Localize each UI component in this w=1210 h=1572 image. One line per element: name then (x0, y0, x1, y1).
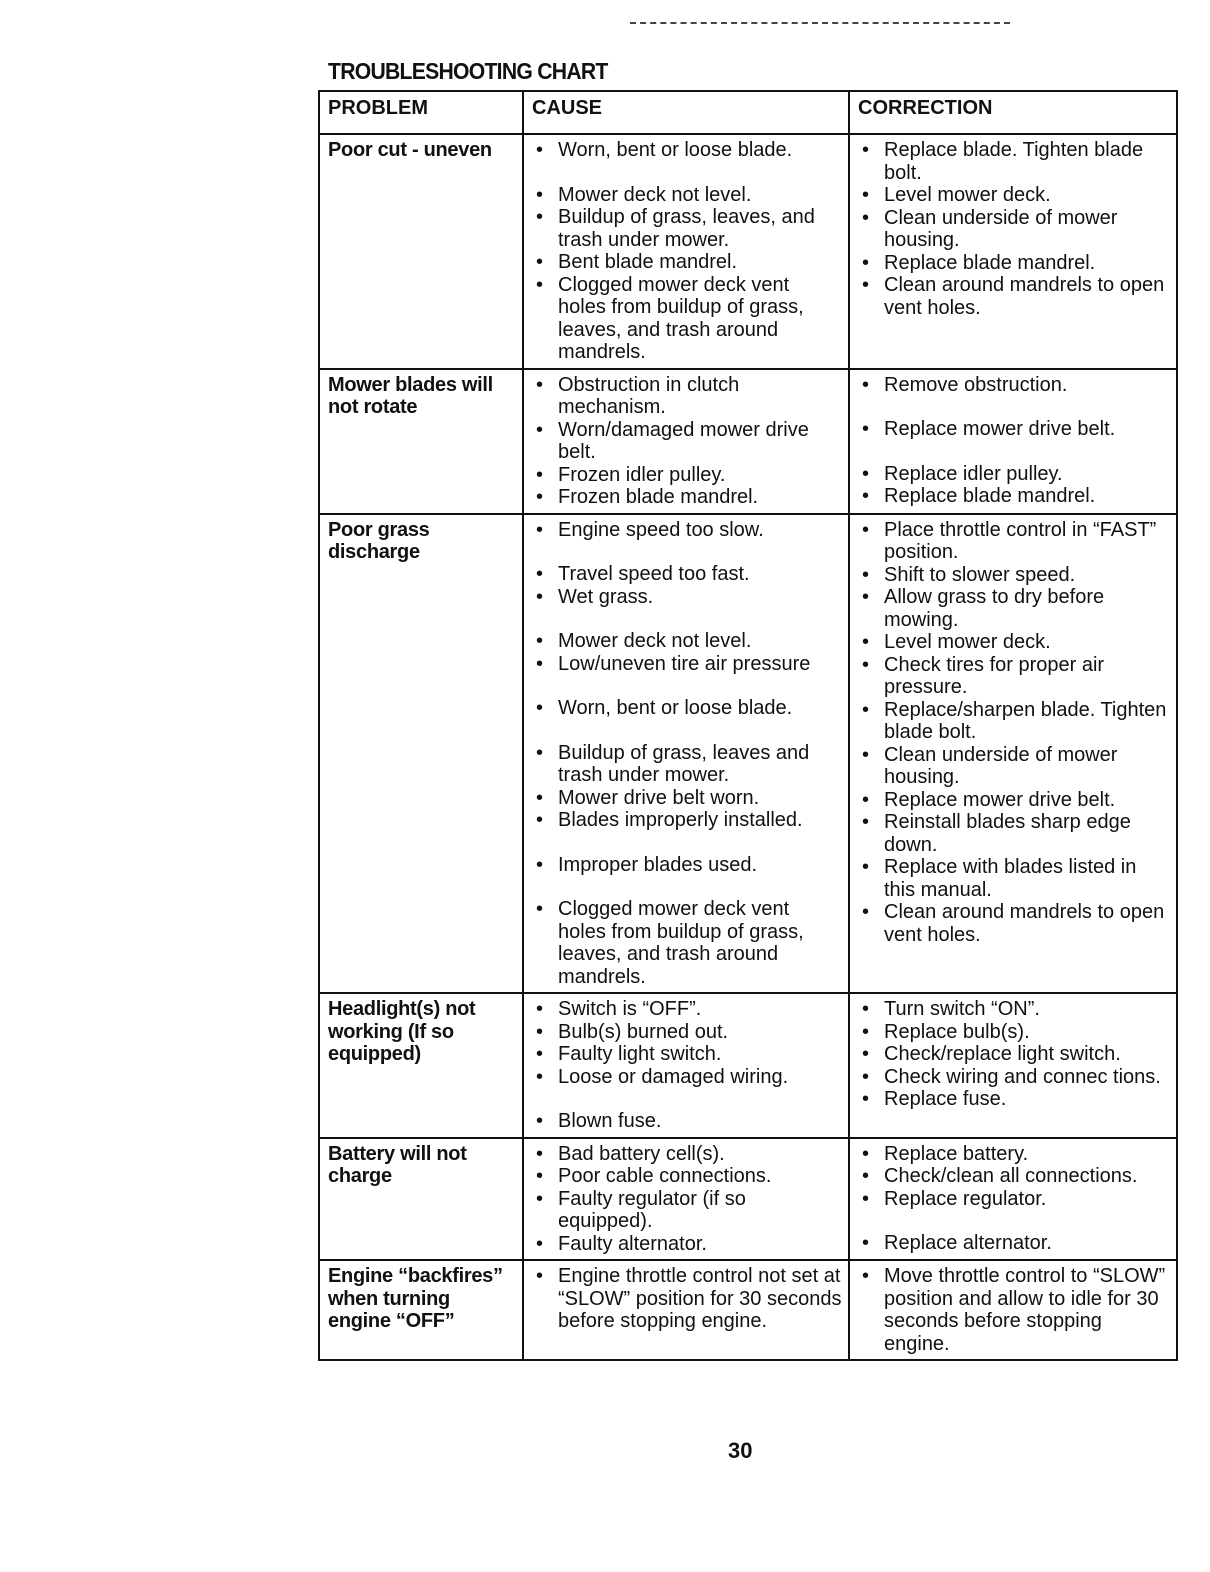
correction-item: • Replace blade mandrel. (858, 252, 1170, 275)
cause-item: • Buildup of grass, leaves, and trash under mower. (532, 206, 842, 251)
correction-item: • Place throttle control in “FAST” position. (858, 519, 1170, 564)
correction-cell (849, 369, 1177, 514)
correction-item: • Replace mower drive belt. (858, 789, 1170, 812)
table-row (319, 993, 1177, 1138)
chart-title: TROUBLESHOOTING CHART (328, 58, 608, 84)
header-correction: CORRECTION (849, 91, 1177, 134)
troubleshooting-table (318, 90, 1178, 1361)
cause-item: • Faulty light switch. (532, 1043, 842, 1066)
cause-item: • Obstruction in clutch mechanism. (532, 374, 842, 419)
problem-cell: Mower blades will not rotate (319, 369, 523, 514)
correction-item: • Replace blade. Tighten blade bolt. (858, 139, 1170, 184)
page-number: 30 (728, 1438, 753, 1463)
correction-item: • Allow grass to dry before mowing. (858, 586, 1170, 631)
correction-item: • Remove obstruction. (858, 374, 1170, 397)
correction-item: • Level mower deck. (858, 184, 1170, 207)
cause-item: • Mower deck not level. (532, 184, 842, 207)
problem-cell: Engine “backfires” when turning engine “OFF” (319, 1260, 523, 1360)
problem-cell: Battery will not charge (319, 1138, 523, 1261)
cause-cell (523, 993, 849, 1138)
correction-item: • Shift to slower speed. (858, 564, 1170, 587)
cause-item: • Mower drive belt worn. (532, 787, 842, 810)
correction-item: • Check/replace light switch. (858, 1043, 1170, 1066)
correction-item: • Replace alternator. (858, 1232, 1170, 1255)
correction-item: • Replace idler pulley. (858, 463, 1170, 486)
cause-cell (523, 514, 849, 994)
table-row (319, 514, 1177, 994)
correction-item: • Clean underside of mower housing. (858, 744, 1170, 789)
correction-item: • Move throttle control to “SLOW” position and allow to idle for 30 seconds before stopping engine. (858, 1265, 1170, 1355)
correction-item: • Clean around mandrels to open vent holes. (858, 901, 1170, 946)
header-cause: CAUSE (523, 91, 849, 134)
cause-item: • Worn, bent or loose blade. (532, 139, 842, 162)
correction-item: • Check tires for proper air pressure. (858, 654, 1170, 699)
correction-cell (849, 1260, 1177, 1360)
correction-item: • Replace mower drive belt. (858, 418, 1170, 441)
correction-item: • Replace bulb(s). (858, 1021, 1170, 1044)
cause-cell (523, 134, 849, 369)
cause-item: • Worn/damaged mower drive belt. (532, 419, 842, 464)
cause-cell (523, 369, 849, 514)
cause-item: • Bent blade mandrel. (532, 251, 842, 274)
cause-item: • Mower deck not level. (532, 630, 842, 653)
cause-item: • Bad battery cell(s). (532, 1143, 842, 1166)
header-problem: PROBLEM (319, 91, 523, 134)
correction-item: • Replace blade mandrel. (858, 485, 1170, 508)
cause-item: • Frozen idler pulley. (532, 464, 842, 487)
correction-item: • Replace fuse. (858, 1088, 1170, 1111)
problem-cell: Poor cut - uneven (319, 134, 523, 369)
correction-cell (849, 993, 1177, 1138)
correction-cell (849, 514, 1177, 994)
cause-item: • Travel speed too fast. (532, 563, 842, 586)
cause-item: • Poor cable connections. (532, 1165, 842, 1188)
correction-item: • Clean around mandrels to open vent holes. (858, 274, 1170, 319)
cause-item: • Engine throttle control not set at “SLOW” position for 30 seconds before stopping engine. (532, 1265, 842, 1333)
cause-item: • Switch is “OFF”. (532, 998, 842, 1021)
correction-cell (849, 1138, 1177, 1261)
correction-item: • Replace/sharpen blade. Tighten blade bolt. (858, 699, 1170, 744)
table-row (319, 369, 1177, 514)
table-row (319, 134, 1177, 369)
correction-item: • Check wiring and connec tions. (858, 1066, 1170, 1089)
cause-item: • Frozen blade mandrel. (532, 486, 842, 509)
problem-cell: Poor grass discharge (319, 514, 523, 994)
cause-item: • Low/uneven tire air pressure (532, 653, 842, 676)
correction-item: • Reinstall blades sharp edge down. (858, 811, 1170, 856)
cause-item: • Wet grass. (532, 586, 842, 609)
cause-item: • Clogged mower deck vent holes from buildup of grass, leaves, and trash around mandrels. (532, 898, 842, 988)
cause-item: • Engine speed too slow. (532, 519, 842, 542)
cause-cell (523, 1138, 849, 1261)
cause-item: • Improper blades used. (532, 854, 842, 877)
table-row (319, 1138, 1177, 1261)
correction-cell (849, 134, 1177, 369)
cause-item: • Faulty alternator. (532, 1233, 842, 1256)
correction-item: • Check/clean all connections. (858, 1165, 1170, 1188)
cause-item: • Buildup of grass, leaves and trash under mower. (532, 742, 842, 787)
table-row (319, 1260, 1177, 1360)
problem-cell: Headlight(s) not working (If so equipped) (319, 993, 523, 1138)
correction-item: • Replace with blades listed in this manual. (858, 856, 1170, 901)
cause-item: • Clogged mower deck vent holes from buildup of grass, leaves, and trash around mandrels. (532, 274, 842, 364)
cause-item: • Blades improperly installed. (532, 809, 842, 832)
cause-item: • Loose or damaged wiring. (532, 1066, 842, 1089)
cause-item: • Worn, bent or loose blade. (532, 697, 842, 720)
cause-item: • Blown fuse. (532, 1110, 842, 1133)
header-row (319, 91, 1177, 134)
correction-item: • Replace regulator. (858, 1188, 1170, 1211)
cause-cell (523, 1260, 849, 1360)
correction-item: • Level mower deck. (858, 631, 1170, 654)
correction-item: • Clean underside of mower housing. (858, 207, 1170, 252)
cause-item: • Bulb(s) burned out. (532, 1021, 842, 1044)
top-rule (630, 22, 1010, 24)
correction-item: • Turn switch “ON”. (858, 998, 1170, 1021)
cause-item: • Faulty regulator (if so equipped). (532, 1188, 842, 1233)
correction-item: • Replace battery. (858, 1143, 1170, 1166)
